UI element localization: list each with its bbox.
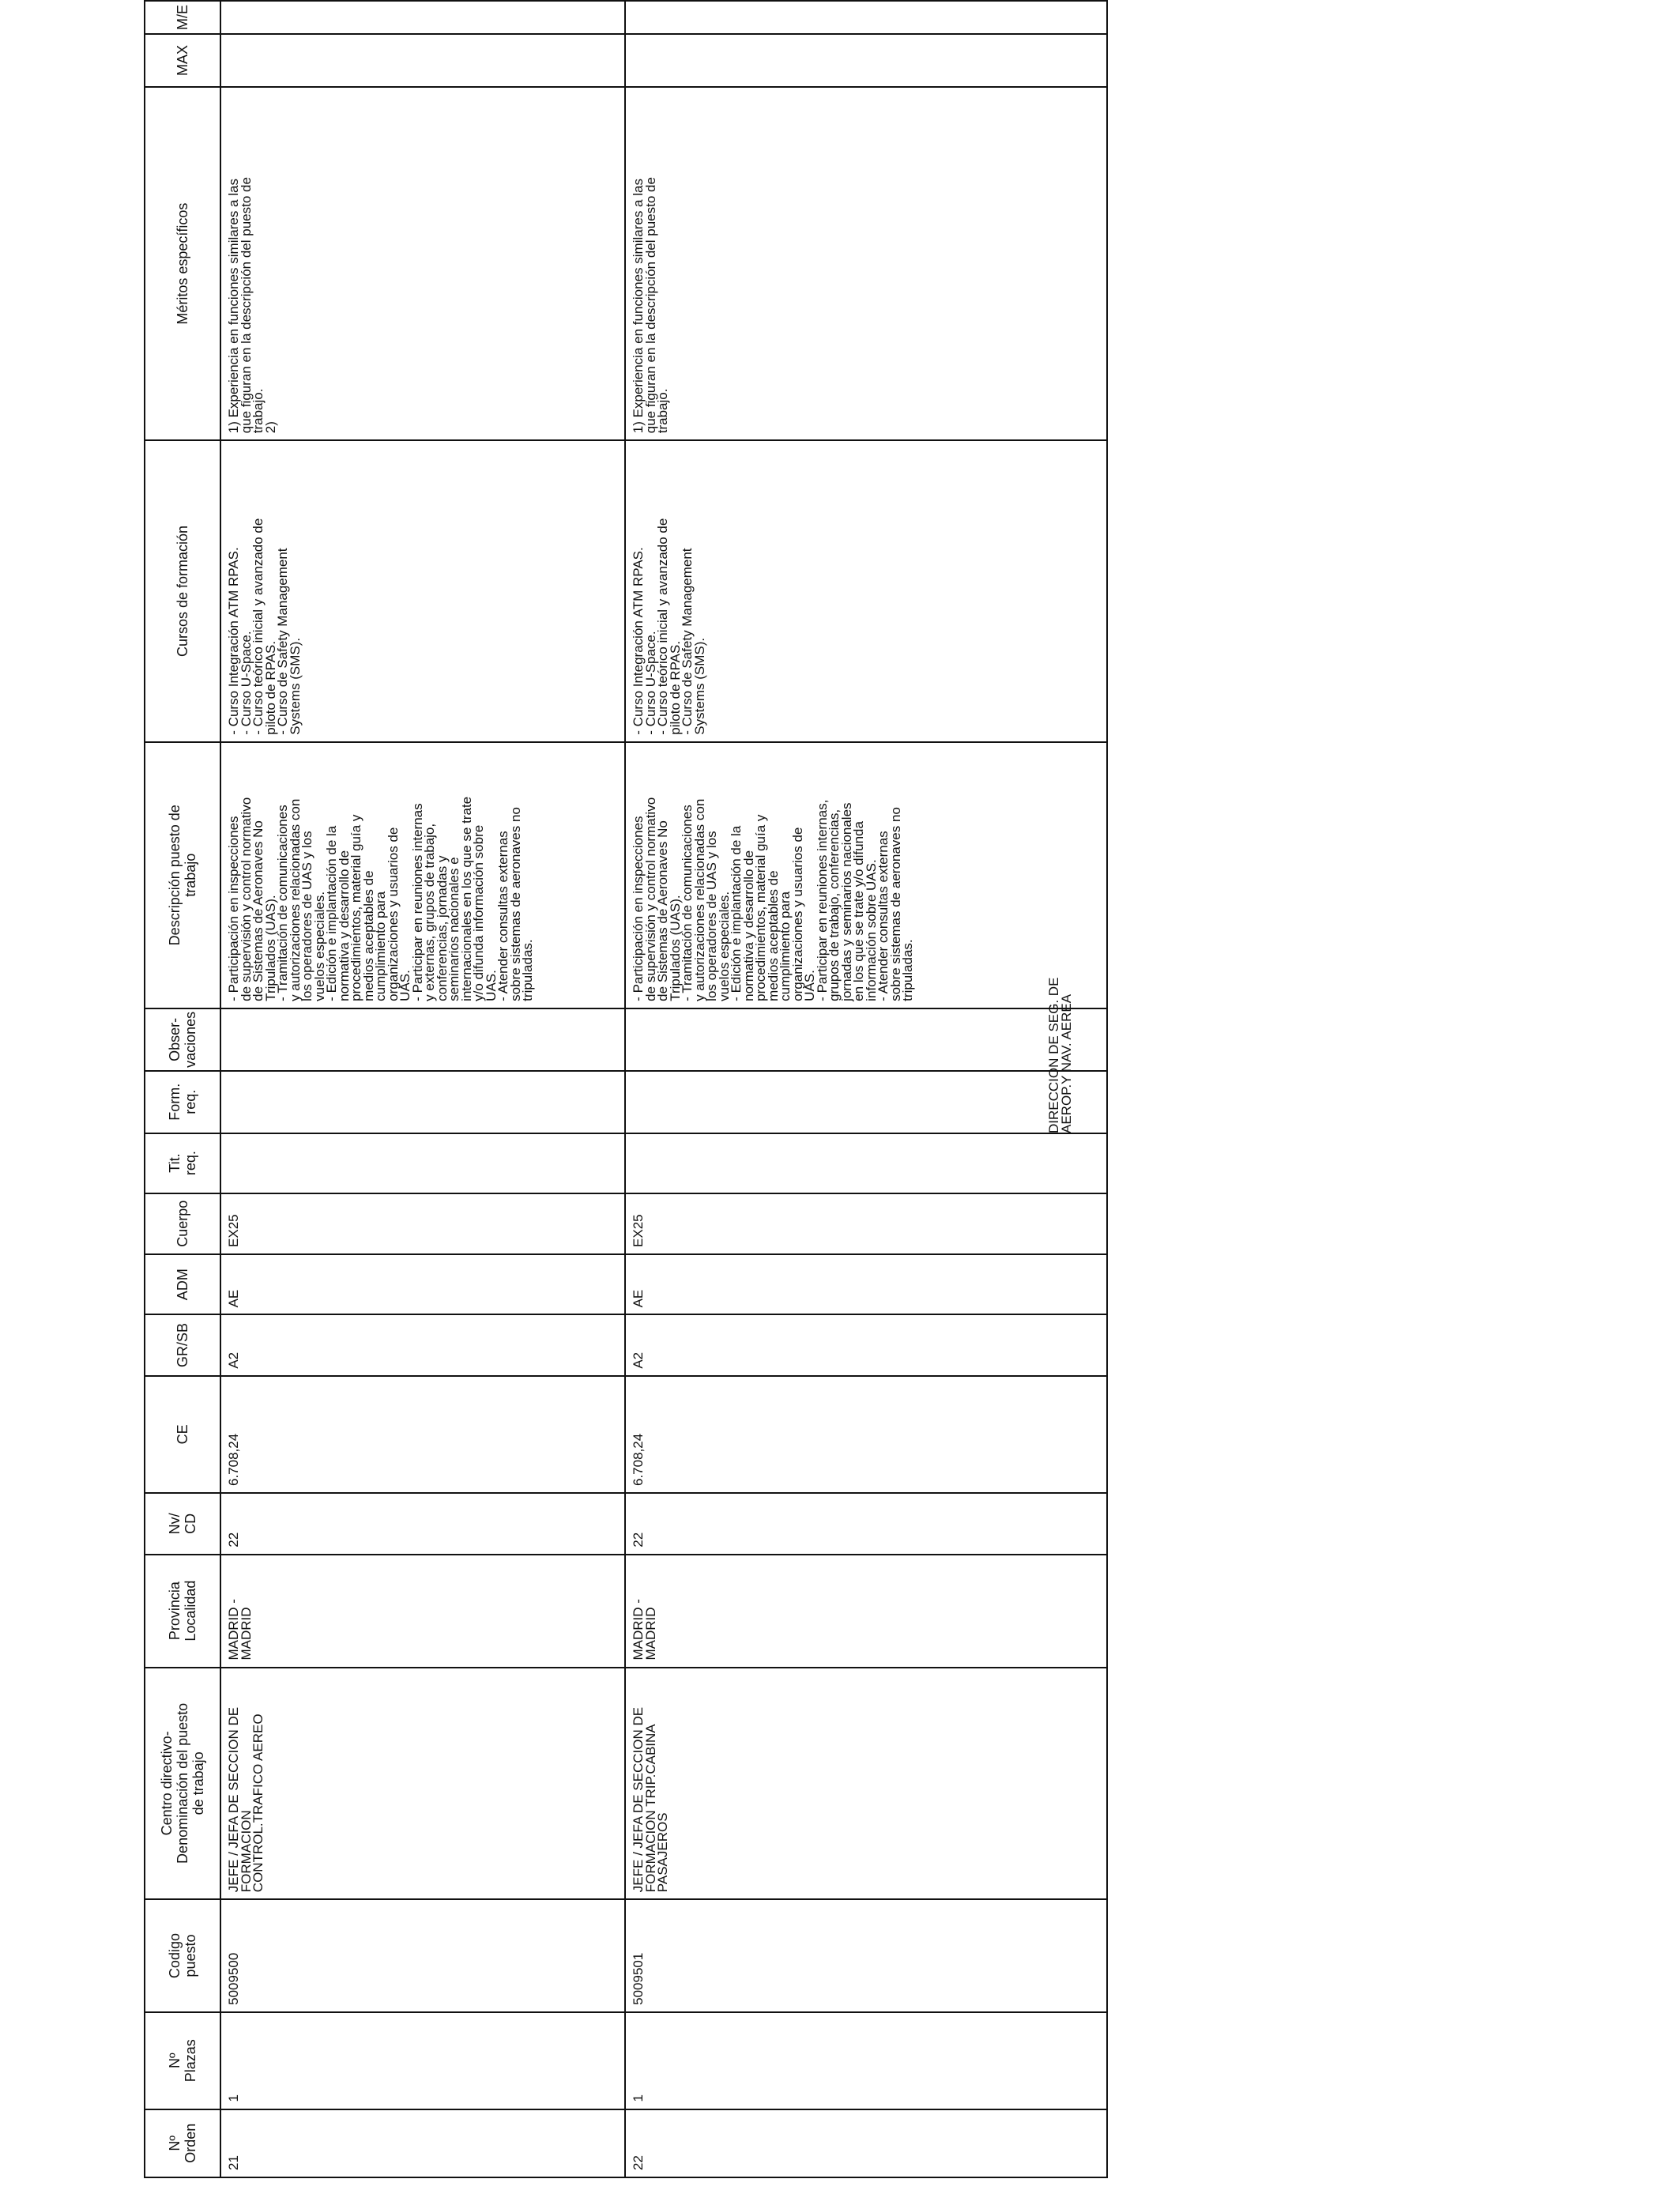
cell-adm: AE (625, 1254, 1107, 1314)
cell-max (220, 34, 625, 87)
unit-heading: DIRECCION DE SEG. DE AEROP.Y NAV. AEREA (1046, 977, 1074, 1133)
cell-meritos: 1) Experiencia en funciones similares a las que figuran en la descripción del puesto de trabajo. (625, 87, 1107, 440)
header-adm: ADM (145, 1254, 220, 1314)
header-me: M/E (145, 1, 220, 34)
cell-codigo: 5009501 (625, 1899, 1107, 2012)
cell-orden: 22 (625, 2109, 1107, 2177)
header-codigo: Codigo puesto (145, 1899, 220, 2012)
header-provincia: Provincia Localidad (145, 1555, 220, 1668)
header-orden: Nº Orden (145, 2109, 220, 2177)
cell-nivel: 22 (625, 1493, 1107, 1555)
header-obs: Obser- vaciones (145, 1008, 220, 1071)
cell-max (625, 34, 1107, 87)
cell-adm: AE (220, 1254, 625, 1314)
cell-form (625, 1071, 1107, 1133)
header-nivel: Nv/ CD (145, 1493, 220, 1555)
cell-tit (625, 1133, 1107, 1193)
cell-form (220, 1071, 625, 1133)
cell-tit (220, 1133, 625, 1193)
cell-codigo: 5009500 (220, 1899, 625, 2012)
table-row (220, 1, 625, 2177)
cell-provincia: MADRID - MADRID (625, 1555, 1107, 1668)
header-cursos: Cursos de formación (145, 440, 220, 741)
cell-descripcion: - Participación en inspecciones de supervisión y control normativo de Sistemas de Aeronaves No Tripulados (UAS). - Tramitación de comunicaciones y autorizaciones relacionadas con los operadores de UAS y los vuelos especiales. - Edición e implantación de la normativa y desarrollo de procedimientos, material guía y medios aceptables de cumplimiento para organizaciones y usuarios de UAS. - Participar en reuniones internas, grupos de trabajo, conferencias, jornadas y seminarios nacionales en los que se trate y/o difunda información sobre UAS. - Atender consultas externas sobre sistemas de aeronaves no tripuladas. (625, 742, 1107, 1008)
cell-nivel: 22 (220, 1493, 625, 1555)
table-row (625, 1, 1107, 2177)
cell-plazas: 1 (220, 2012, 625, 2109)
cell-obs (625, 1008, 1107, 1071)
cell-cursos: - Curso Integración ATM RPAS. - Curso U-Space. - Curso teórico inicial y avanzado de piloto de RPAS. - Curso de Safety Management Systems (SMS). (625, 440, 1107, 741)
header-centro: Centro directivo- Denominación del puesto de trabajo (145, 1668, 220, 1900)
cell-grsb: A2 (625, 1314, 1107, 1375)
cell-cursos: - Curso Integración ATM RPAS. - Curso U-Space. - Curso teórico inicial y avanzado de piloto de RPAS. - Curso de Safety Management Systems (SMS). (220, 440, 625, 741)
cell-ce: 6.708,24 (625, 1376, 1107, 1493)
header-form: Form. req. (145, 1071, 220, 1133)
cell-centro: JEFE / JEFA DE SECCION DE FORMACION CONTROL.TRAFICO AEREO (220, 1668, 625, 1900)
cell-me (625, 1, 1107, 34)
cell-grsb: A2 (220, 1314, 625, 1375)
header-max: MAX (145, 34, 220, 87)
header-meritos: Méritos específicos (145, 87, 220, 440)
cell-provincia: MADRID - MADRID (220, 1555, 625, 1668)
cell-obs (220, 1008, 625, 1071)
cell-cuerpo: EX25 (625, 1193, 1107, 1254)
cell-ce: 6.708,24 (220, 1376, 625, 1493)
cell-plazas: 1 (625, 2012, 1107, 2109)
header-cuerpo: Cuerpo (145, 1193, 220, 1254)
header-descripcion: Descripción puesto de trabajo (145, 742, 220, 1008)
header-plazas: Nº Plazas (145, 2012, 220, 2109)
header-grsb: GR/SB (145, 1314, 220, 1375)
cell-descripcion: - Participación en inspecciones de supervisión y control normativo de Sistemas de Aeronaves No Tripulados (UAS). - Tramitación de comunicaciones y autorizaciones relacionadas con los operadores de UAS y los vuelos especiales. - Edición e implantación de la normativa y desarrollo de procedimientos, material guía y medios aceptables de cumplimiento para organizaciones y usuarios de UAS. - Participar en reuniones internas y externas, grupos de trabajo, conferencias, jornadas y seminarios nacionales e internacionales en los que se trate y/o difunda información sobre UAS. - Atender consultas externas sobre sistemas de aeronaves no tripuladas. (220, 742, 625, 1008)
cell-me (220, 1, 625, 34)
positions-table (144, 0, 1108, 2178)
header-row (145, 1, 220, 2177)
header-ce: CE (145, 1376, 220, 1493)
cell-cuerpo: EX25 (220, 1193, 625, 1254)
header-tit: Tit. req. (145, 1133, 220, 1193)
cell-orden: 21 (220, 2109, 625, 2177)
cell-meritos: 1) Experiencia en funciones similares a las que figuran en la descripción del puesto de trabajo. 2) (220, 87, 625, 440)
cell-centro: JEFE / JEFA DE SECCION DE FORMACION TRIP.CABINA PASAJEROS (625, 1668, 1107, 1900)
